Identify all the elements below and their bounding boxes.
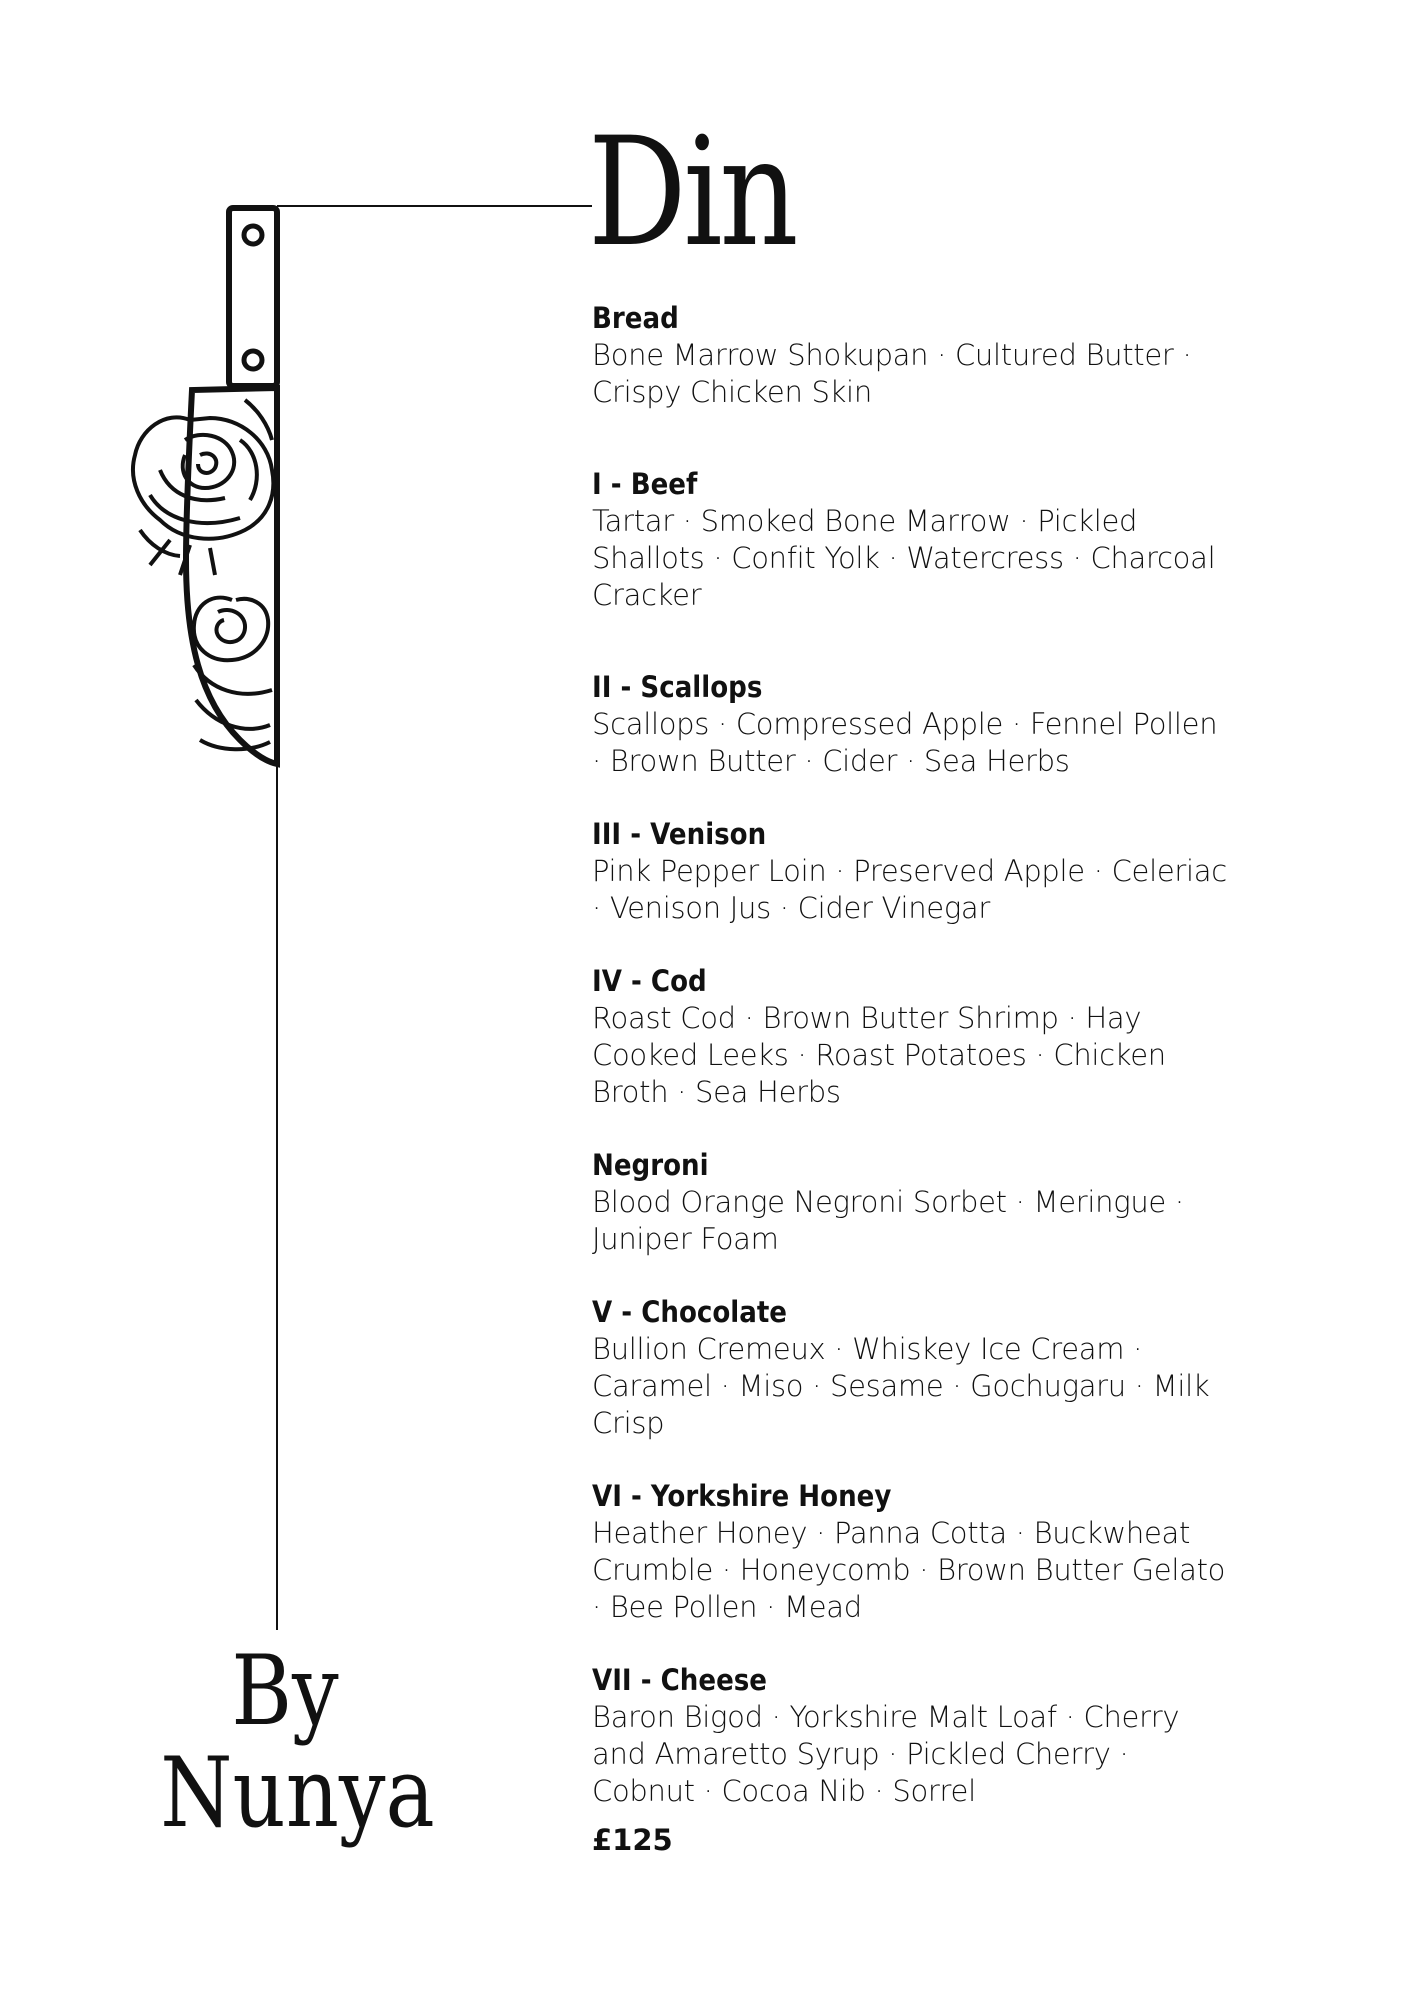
course-description: Scallops · Compressed Apple · Fennel Pollen · Brown Butter · Cider · Sea Herbs — [592, 707, 1218, 778]
course-description: Bullion Cremeux · Whiskey Ice Cream · Caramel · Miso · Sesame · Gochugaru · Milk Crisp — [592, 1332, 1210, 1440]
byline-line-2: Nunya — [160, 1737, 435, 1849]
course-scallops — [592, 669, 1232, 780]
course-description: Tartar · Smoked Bone Marrow · Pickled Shallots · Confit Yolk · Watercress · Charcoal Cracker — [592, 504, 1216, 612]
course-cod — [592, 963, 1232, 1111]
course-name: Bread — [592, 301, 679, 335]
course-name: Negroni — [592, 1148, 709, 1182]
course-name: VII - Cheese — [592, 1663, 768, 1697]
course-name: IV - Cod — [592, 964, 707, 998]
course-venison — [592, 816, 1232, 927]
course-name: VI - Yorkshire Honey — [592, 1479, 892, 1513]
course-negroni — [592, 1147, 1232, 1258]
course-cheese — [592, 1662, 1232, 1810]
course-name: V - Chocolate — [592, 1295, 788, 1329]
page-title: Din — [588, 106, 796, 280]
course-chocolate — [592, 1294, 1232, 1442]
byline-line-1: By — [231, 1635, 339, 1747]
course-bread — [592, 300, 1232, 411]
rose-icon — [133, 400, 273, 749]
byline — [140, 1635, 435, 1849]
course-beef — [592, 466, 1232, 614]
course-description: Blood Orange Negroni Sorbet · Meringue · Juniper Foam — [592, 1185, 1184, 1256]
menu-price: £125 — [592, 1823, 673, 1857]
course-description: Roast Cod · Brown Butter Shrimp · Hay Cooked Leeks · Roast Potatoes · Chicken Broth · Sea Herbs — [592, 1001, 1166, 1109]
course-name: I - Beef — [592, 467, 698, 501]
course-description: Baron Bigod · Yorkshire Malt Loaf · Cherry and Amaretto Syrup · Pickled Cherry · Cobnut · Cocoa Nib · Sorrel — [592, 1700, 1180, 1808]
course-yorkshire-honey — [592, 1478, 1232, 1626]
menu-list — [592, 300, 1232, 1810]
course-description: Bone Marrow Shokupan · Cultured Butter · Crispy Chicken Skin — [592, 338, 1192, 409]
course-name: III - Venison — [592, 817, 767, 851]
course-description: Pink Pepper Loin · Preserved Apple · Celeriac · Venison Jus · Cider Vinegar — [592, 854, 1227, 925]
course-name: II - Scallops — [592, 670, 763, 704]
course-description: Heather Honey · Panna Cotta · Buckwheat Crumble · Honeycomb · Brown Butter Gelato · Bee Pollen · Mead — [592, 1516, 1226, 1624]
